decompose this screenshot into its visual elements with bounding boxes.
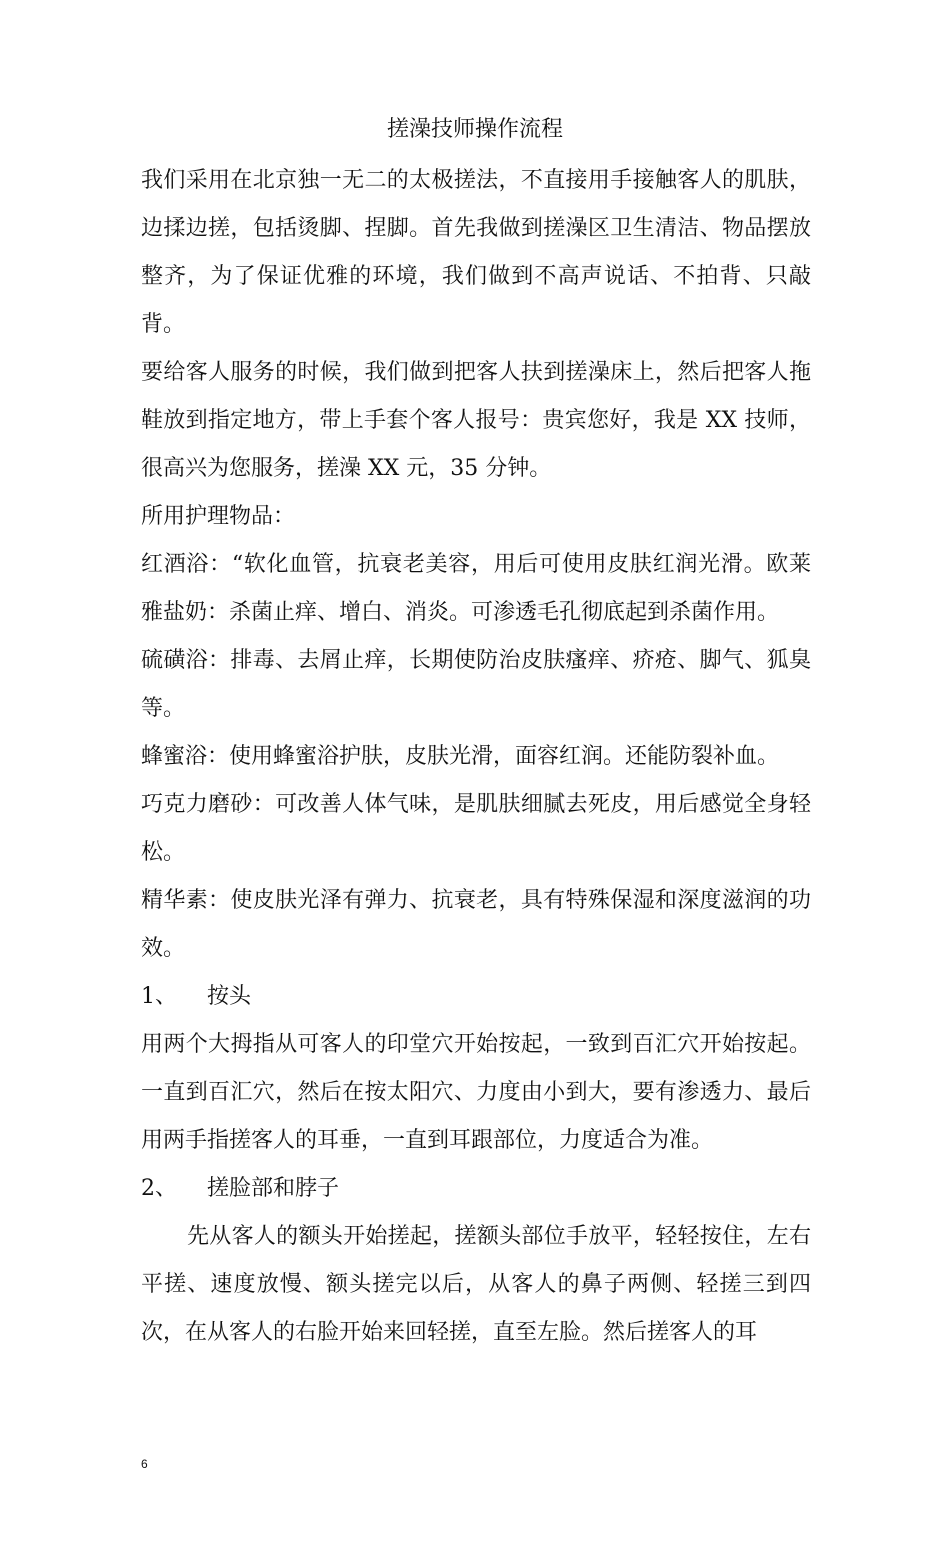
paragraph-sulfur-bath: 硫磺浴：排毒、去屑止痒，长期使防治皮肤瘙痒、疥疮、脚气、狐臭等。	[141, 648, 811, 721]
paragraph-intro: 我们采用在北京独一无二的太极搓法，不直接用手接触客人的肌肤，边揉边搓，包括烫脚、捏脚。首先我做到搓澡区卫生清洁、物品摆放整齐，为了保证优雅的环境，我们做到不高声说话、不拍背、只敲背。	[141, 168, 811, 337]
paragraph-supplies-heading: 所用护理物品：	[141, 504, 296, 529]
section-heading: 按头	[207, 984, 252, 1009]
paragraph-honey-bath: 蜂蜜浴：使用蜂蜜浴护肤，皮肤光滑，面容红润。还能防裂补血。	[141, 744, 780, 769]
section-text-head-massage: 用两个大拇指从可客人的印堂穴开始按起，一致到百汇穴开始按起。一直到百汇穴，然后在按太阳穴、力度由小到大，要有渗透力、最后用两手指搓客人的耳垂，一直到耳跟部位，力度适合为准。	[141, 1032, 811, 1153]
section-text-face-neck: 先从客人的额头开始搓起，搓额头部位手放平，轻轻按住，左右平搓、速度放慢、额头搓完以后，从客人的鼻子两侧、轻搓三到四次，在从客人的右脸开始来回轻搓，直至左脸。然后搓客人的耳	[141, 1224, 811, 1345]
page-title: 搓澡技师操作流程	[386, 117, 563, 142]
document-body	[141, 157, 811, 1357]
section-heading: 搓脸部和脖子	[207, 1176, 340, 1201]
paragraph-service: 要给客人服务的时候，我们做到把客人扶到搓澡床上，然后把客人拖鞋放到指定地方，带上手套个客人报号：贵宾您好，我是 XX 技师，很高兴为您服务，搓澡 XX 元，35 分钟。	[141, 360, 811, 481]
page-number: 6	[141, 1457, 148, 1471]
paragraph-essence: 精华素：使皮肤光泽有弹力、抗衰老，具有特殊保湿和深度滋润的功效。	[141, 888, 811, 961]
section-heading-face-neck	[141, 1165, 811, 1213]
section-number: 2、	[141, 1176, 177, 1201]
section-number: 1、	[141, 984, 177, 1009]
paragraph-red-wine-bath: 红酒浴：“软化血管，抗衰老美容，用后可使用皮肤红润光滑。欧莱雅盐奶：杀菌止痒、增白、消炎。可渗透毛孔彻底起到杀菌作用。	[141, 552, 811, 625]
section-heading-head-massage	[141, 973, 811, 1021]
paragraph-chocolate-scrub: 巧克力磨砂：可改善人体气味，是肌肤细腻去死皮，用后感觉全身轻松。	[141, 792, 811, 865]
